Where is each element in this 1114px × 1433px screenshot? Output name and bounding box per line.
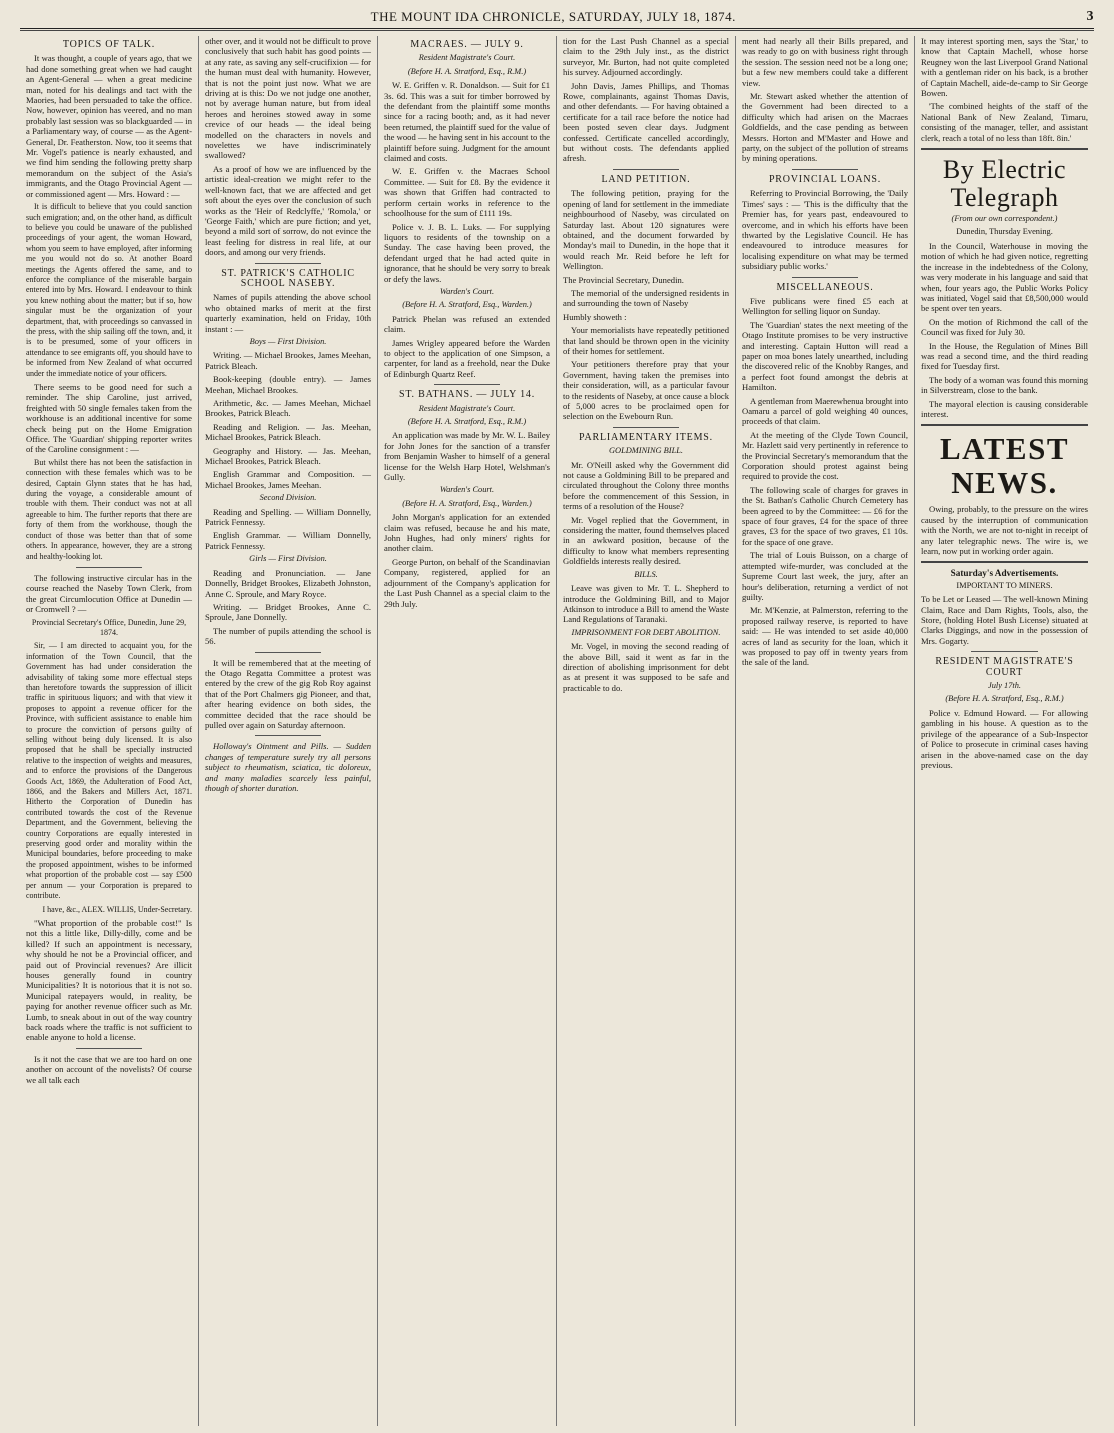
land-petition-heading: LAND PETITION. <box>601 173 691 185</box>
subheading: Warden's Court. <box>439 485 495 495</box>
dateline: Dunedin, Thursday Evening. <box>956 227 1053 237</box>
paragraph: Patrick Phelan was refused an extended claim. <box>384 313 550 335</box>
column-2 <box>199 36 378 1426</box>
paragraph: Arithmetic, &c. — James Meehan, Michael Brookes, Patrick Bleach. <box>205 398 371 419</box>
rm-court-heading: RESIDENT MAGISTRATE'S COURT <box>935 656 1074 678</box>
subheading: Second Division. <box>259 493 317 503</box>
masthead-title: THE MOUNT IDA CHRONICLE, SATURDAY, JULY 18, 1874. <box>370 9 736 24</box>
electric-telegraph-heading: By Electric Telegraph <box>942 155 1067 213</box>
double-rule <box>921 148 1088 150</box>
paragraph: Leave was given to Mr. T. L. Shepherd to introduce the Goldmining Bill, and to Major Atkinson to introduce a Bill to amend the Waste Land Regulations of Taranaki. <box>563 583 729 625</box>
paragraph: Mr. O'Neill asked why the Government did not cause a Goldmining Bill to be prepared and circulated throughout the Colony three months before the commencement of this Session, in terms of a resolution of the House? <box>563 459 729 512</box>
paragraph: Police v. Edmund Howard. — For allowing gambling in his house. A question as to the privilege of the appearance of a Sub-Inspector of Police to prosecute in criminal cases having arisen in the above-named case on the day previous. <box>921 707 1088 770</box>
subheading: GOLDMINING BILL. <box>609 446 683 456</box>
paragraph: other over, and it would not be difficult to prove conclusively that such habit has good points — at any rate, as saving any self-crucifixion — for the human must deal with humanity. However, that is not the point just now. What we are driving at is this: Do we not judge one another, not by average human nature, but from ideal heroes and heroines stowed away in some crevice of our heads — the ideal being modelled on the characters in novels and novelettes we have indiscriminately swallowed? <box>205 36 371 161</box>
paragraph: At the meeting of the Clyde Town Council, Mr. Hazlett said very pertinently in reference to the Provincial Secretary's memorandum that the Corporation should protest against being required to provide the cost. <box>742 429 908 482</box>
subheading: IMPRISONMENT FOR DEBT ABOLITION. <box>571 627 721 637</box>
double-rule <box>921 561 1088 563</box>
paragraph: Mr. Vogel replied that the Government, in considering the matter, found themselves placed in an awkward position, because of the difficulty to know what members representing Goldfields interests really desired. <box>563 514 729 567</box>
paragraph: Names of pupils attending the above school who obtained marks of merit at the first quarterly examination, held on Friday, 10th instant : — <box>205 292 371 334</box>
latest-news-heading: LATEST NEWS. <box>939 431 1070 501</box>
paragraph: As a proof of how we are influenced by the artistic ideal-creation we might refer to the well-known fact, that we are affected and get soft about the eyes over the conclusion of such works as the 'Heir of Redclyffe,' 'Romola,' or 'George Faith,' which are pure fiction; and yet, beyond a mild sort of sorrow, do not evince the least feeling for distress in real life, at our doors, and among our very friends. <box>205 163 371 258</box>
paragraph: The following petition, praying for the opening of land for settlement in the immediate neighbourhood of Naseby, was circulated on Saturday last. About 120 signatures were obtained, and the document forwarded by Monday's mail to Dunedin, in the hope that it would reach Mr. Reid before he left for Wellington. <box>563 188 729 272</box>
paragraph: Is it not the case that we are too hard on one another on account of the novelists? Of course we all talk each <box>26 1053 192 1085</box>
paragraph: Mr. Vogel, in moving the second reading of the above Bill, said it went as far in the direction of abolishing imprisonment for debt as at present it was supposed to be safe and practicable to do. <box>563 641 729 693</box>
subheading: IMPORTANT TO MINERS. <box>956 580 1053 590</box>
paragraph: W. E. Griffen v. the Macraes School Committee. — Suit for £8. By the evidence it was shown that Griffen had contracted to perform certain works in reference to the schoolhouse for the sum of £111 19s. <box>384 166 550 219</box>
paragraph: ment had nearly all their Bills prepared, and was ready to go on with business right through the session. The session need not be a long one; but a few new members could take a different view. <box>742 36 908 88</box>
paragraph: Holloway's Ointment and Pills. — Sudden changes of temperature surely try all persons subject to rheumatism, sciatica, tic doloreux, and many maladies scarcely less painful, though of shorter duration. <box>205 741 371 793</box>
paragraph: Mr. M'Kenzie, at Palmerston, referring to the proposed railway reserve, is reported to have said: — He was intended to set aside 40,000 acres of land as security for the loan, which it was proposed to pay off in twenty years from the sale of the land. <box>742 605 908 668</box>
divider <box>792 277 858 278</box>
paragraph: Geography and History. — Jas. Meehan, Michael Brookes, Patrick Bleach. <box>205 445 371 467</box>
paragraph: 'The combined heights of the staff of the National Bank of New Zealand, Timaru, consisting of the manager, teller, and assistant clerk, reach a total of no less than 18ft. 8in.' <box>921 101 1088 143</box>
paragraph: It was thought, a couple of years ago, that we had done something great when we had caught an Agent-General — when a great medicine man, noted for his dealings and tact with the Maories, had been persuaded to take the office. Now, however, opinion has veered, and no man probably last session was so blackguarded — in a Parliamentary way, of course — as the Agent-General, Dr. Featherston. Now, too it seems that Mr. Vogel's patience is nearly exhausted, and we find him sending the following pretty sharp memorandum on the subject of the Asia's immigrants, and the Otago Provincial Agent — or commissioned agent — Mrs. Howard : — <box>26 53 192 199</box>
st-bathans-heading: ST. BATHANS. — JULY 14. <box>398 389 536 401</box>
paragraph: English Grammar and Composition. — Michael Brookes, James Meehan. <box>205 469 371 490</box>
paragraph: There seems to be good need for such a reminder. The ship Caroline, just arrived, freighted with 50 single females taken from the workhouse is an additional incentive for some check being put on the Home Emigration Office. The 'Guardian' shipping reporter writes of the Caroline consignment : — <box>26 382 192 455</box>
paragraph: Reading and Spelling. — William Donnelly, Patrick Fennessy. <box>205 506 371 528</box>
paragraph: Five publicans were fined £5 each at Wellington for selling liquor on Sunday. <box>742 295 908 317</box>
paragraph: The 'Guardian' states the next meeting of the Otago Institute promises to be very instructive and interesting. Captain Hutton will read a paper on moa bones lately unearthed, including the discovered relic of the Knobby Ranges, and a perfect foot found amongst the debris at Hamilton. <box>742 319 908 393</box>
paragraph: Reading and Religion. — Jas. Meehan, Michael Brookes, Patrick Bleach. <box>205 421 371 443</box>
provincial-loans-heading: PROVINCIAL LOANS. <box>768 173 882 185</box>
subheading: (Before H. A. Stratford, Esq., Warden.) <box>402 300 532 310</box>
paragraph: Your petitioners therefore pray that your Government, having taken the premises into their consideration, will, as a particular favour to the residents of Naseby, at once cause a block of 5,000 acres to be proclaimed open for selection on the Ewebourn Run. <box>563 359 730 422</box>
paragraph: "What proportion of the probable cost!" Is not this a little like, Dilly-dilly, come and be killed? If such an appointment is necessary, why should he not be a Provincial officer, and paid out of Provincial revenues? Are illicit houses generally found in country Municipalities? It is notorious that it is not so. Municipal ratepayers would, in reality, be paying for another revenue officer such as Mr. Lumb, to sneak about in out of the way country back roads where the traffic is not sufficient to enable anyone to hold a license. <box>26 917 192 1043</box>
subheading: (Before H. A. Stratford, Esq., R.M.) <box>407 66 527 76</box>
subheading: (Before H. A. Stratford, Esq., Warden.) <box>402 498 532 508</box>
subheading: Girls — First Division. <box>249 554 327 564</box>
paragraph: Owing, probably, to the pressure on the wires caused by the interruption of communication with the North, we are not to-night in receipt of any later telegraphic news. The wire is, we learn, now put in working order again. <box>921 504 1088 556</box>
paragraph: Your memorialists have repeatedly petitioned that land should be thrown open in the vicinity of their homes for settlement. <box>563 325 729 356</box>
paragraph: John Davis, James Phillips, and Thomas Rowe, complainants, against Thomas Davis, and other defendants. — For having obtained a certificate for a tail race before the notice had been posted seven clear days. Judgment confessed. Certificate cancelled accordingly, but without costs. The defendants applied afresh. <box>563 80 729 164</box>
paragraph: Humbly showeth : <box>563 311 627 322</box>
column-5 <box>736 36 915 1426</box>
paragraph: It will be remembered that at the meeting of the Otago Regatta Committee a protest was entered by the crew of the gig Rob Roy against that of the Port Chalmers gig Pioneer, and that, after hearing evidence on both sides, the committee decided that the race should be pulled over again on Saturday afternoon. <box>205 657 371 730</box>
divider <box>971 651 1038 652</box>
columns <box>20 36 1094 1426</box>
divider <box>792 169 858 170</box>
subheading: Resident Magistrate's Court. <box>418 53 516 63</box>
paragraph: In the Council, Waterhouse in moving the motion of which he had given notice, regretting the increase in the indebtedness of the Colony, was very moderate in his language and said that when, four years ago, the Public Works Policy was initiated, Vogel said that £8,500,000 would be spent over ten years. <box>921 240 1088 314</box>
paragraph: The Provincial Secretary, Dunedin. <box>563 274 684 285</box>
paragraph: In the House, the Regulation of Mines Bill was read a second time, and the third reading fixed for Tuesday first. <box>921 340 1088 372</box>
paragraph: The following instructive circular has in the course reached the Naseby Town Clerk, from the great Circumlocution Office at Dunedin — or Cromwell ? — <box>26 572 192 615</box>
paragraph: John Morgan's application for an extended claim was refused, because he and his mate, John Hughes, had only miners' rights for another claim. <box>384 512 550 554</box>
paragraph: The mayoral election is causing considerable interest. <box>921 398 1088 419</box>
macraes-heading: MACRAES. — JULY 9. <box>410 39 524 50</box>
divider <box>255 735 321 736</box>
miscellaneous-heading: MISCELLANEOUS. <box>776 281 874 293</box>
paragraph: Writing. — Michael Brookes, James Meehan, Patrick Bleach. <box>205 350 371 371</box>
paragraph: The body of a woman was found this morning in Silverstream, close to the bank. <box>921 374 1088 396</box>
paragraph: Reading and Pronunciation. — Jane Donnelly, Bridget Brookes, Elizabeth Johnston, Anne C. Sproule, and Mary Royce. <box>205 567 371 599</box>
paragraph: George Purton, on behalf of the Scandinavian Company, registered, applied for an adjournment of the Company's application for the Last Push Channel as a special claim to the 29th July. <box>384 556 550 609</box>
masthead-rule <box>20 30 1094 31</box>
topics-heading: TOPICS OF TALK. <box>62 39 156 50</box>
paragraph: It is difficult to believe that you could sanction such emigration; and, on the other hand, as difficult to believe you could be unaware of the published proceedings of your agent, the woman Howard, whom you seem to have employed, after informing me you would not do so. At another Board meetings the Agents offered the same, and to enforce the compliance of the miserable bargain entered into by Mrs. Howard. I endeavour to think you knew nothing about the matter; but if so, how singular must be the organization of your department, that, with proceedings so canvassed in the press, with the ship sailing off the town, and, it is to be presumed, some of your officers in attendance to see emigrants off, you should have to be informed from New Zealand of what occurred under the immediate notice of your officers. <box>26 202 192 378</box>
paragraph: Book-keeping (double entry). — James Meehan, Michael Brookes. <box>205 374 371 395</box>
paragraph: The memorial of the undersigned residents in and surrounding the town of Naseby <box>563 287 729 309</box>
paragraph: But whilst there has not been the satisfaction in connection with these females which was to be desired, Captain Glynn states that he has had, during the voyage, a considerable amount of trouble with them. Their conduct was not at all agreeable to him. The further reports that there are forty of them from the workhouse, though the conduct of those was better than that of some others. In appearance, however, they are a strong and healthy-looking lot. <box>26 457 192 561</box>
paragraph: It may interest sporting men, says the 'Star,' to know that Captain Machell, whose horse Reugney won the last Liverpool Grand National with a gentleman rider on his back, is a brother of Captain Machell, aide-de-camp to Sir George Bowen. <box>921 36 1088 99</box>
subheading: (From our own correspondent.) <box>951 214 1058 224</box>
paragraph: Sir, — I am directed to acquaint you, for the information of the Town Council, that the Government has had under consideration the advisability of taking some more effectual steps than heretofore towards the suppression of illicit traffic in spirituous liquors; and with that view it proposes to appoint a revenue officer for the Province, with sufficient assistance to enable him to procure the conviction of persons guilty of selling without being duly licensed. It is also proposed that he shall be specially instructed relative to the inspection of weights and measures, and to enforce the provisions of the Dangerous Goods Act, 1869, the Adulteration of Food Act, 1866, and the Bakers and Millers Act, 1871. Hitherto the Corporation of Dunedin has contributed towards the cost of the Revenue Department, and the Government, believing the country Corporations are equally interested in preserving good order and morality within the Municipal boundaries, before proceeding to make the proposed appointment, wishes to be informed what proportion of the probable cost — say £500 per annum — your Corporation is prepared to contribute. <box>26 641 192 901</box>
column-3 <box>378 36 557 1426</box>
divider <box>434 384 500 385</box>
divider <box>613 169 679 170</box>
subheading: Resident Magistrate's Court. <box>418 403 516 413</box>
parliamentary-heading: PARLIAMENTARY ITEMS. <box>579 431 713 443</box>
advertisement: To be Let or Leased — The well-known Mining Claim, Race and Dam Rights, Tools, also, the Store, (holding Hotel Bush License) situated at Clarks Diggings, and now in the possession of Mrs. Gogarty. <box>921 594 1088 646</box>
page-number: 3 <box>1086 9 1094 24</box>
subheading: Warden's Court. <box>439 286 495 296</box>
masthead <box>20 6 1094 29</box>
paragraph: On the motion of Richmond the call of the Council was fixed for July 30. <box>921 316 1088 338</box>
paragraph: tion for the Last Push Channel as a special claim to the 29th July inst., as the district surveyor, Mr. Burton, had not quite completed his survey. Adjourned accordingly. <box>563 36 729 78</box>
paragraph: A gentleman from Maerewhenua brought into Oamaru a parcel of gold weighing 40 ounces, proceeds of that claim. <box>742 395 908 427</box>
paragraph: The following scale of charges for graves in the St. Bathan's Catholic Church Cemetery has been agreed to by the Committee: — £6 for the space of four graves, £4 for the space of three graves, £3 for the space of two graves, £1 10s. for the space of one grave. <box>742 484 908 547</box>
paragraph: Mr. Stewart asked whether the attention of the Government had been directed to a difficulty which had arisen on the Macraes Goldfields, and the case pending as between Messrs. Horton and M'Master and Howe and party, on the subject of the pollution of streams by mining operations. <box>742 91 908 164</box>
divider <box>76 567 142 568</box>
paragraph: Writing. — Bridget Brookes, Anne C. Sproule, Jane Donnelly. <box>205 601 371 623</box>
subheading: July 17th. <box>987 681 1022 691</box>
school-heading: ST. PATRICK'S CATHOLIC SCHOOL NASEBY. <box>221 267 355 289</box>
column-4 <box>557 36 736 1426</box>
paragraph: W. E. Griffen v. R. Donaldson. — Suit for £1 3s. 6d. This was a suit for timber borrowed by the defendant from the plaintiff some months since for a racing booth; and, as it had never been returned, the plaintiff sued for the value of the wood — he having sent in his account to the plaintiff before suing. Judgment for the amount claimed and costs. <box>384 80 550 164</box>
paragraph: An application was made by Mr. W. L. Bailey for John Jones for the sanction of a transfer from Benjamin Washer to himself of a general license for the Welsh Harp Hotel, Welshman's Gully. <box>384 430 550 483</box>
signature: I have, &c., ALEX. WILLIS, Under-Secretary. <box>42 904 192 914</box>
paragraph: James Wrigley appeared before the Warden to object to the application of one Simpson, a carpenter, for land as a freehold, near the Duke of Edinburgh Quartz Reef. <box>384 337 550 379</box>
divider <box>76 1048 142 1049</box>
paragraph: Referring to Provincial Borrowing, the 'Daily Times' says : — 'This is the difficulty that the Premier has, for years past, endeavoured to overcome, and in which his efforts have been thwarted by the Legislative Council. He has endeavoured to introduce measures for localising expenditure on what may be termed subsidiary public works.' <box>742 188 908 272</box>
column-6 <box>915 36 1094 1426</box>
subheading: Boys — First Division. <box>249 336 327 346</box>
advertisements-heading: Saturday's Advertisements. <box>950 568 1059 579</box>
paragraph: Police v. J. B. L. Luks. — For supplying liquors to residents of the township on a Sunday. The case having been proved, the defendant urged that he had acted quite in ignorance, that he should be very sorry to break or defy the laws. <box>384 221 550 284</box>
divider <box>613 427 679 428</box>
paragraph: English Grammar. — William Donnelly, Patrick Fennessy. <box>205 530 371 551</box>
subheading: (Before H. A. Stratford, Esq., R.M.) <box>407 417 527 426</box>
paragraph: The trial of Louis Buisson, on a charge of attempted wife-murder, was concluded at the Supreme Court last week, the jury, after an hour's deliberation, returning a verdict of not guilty. <box>742 550 908 602</box>
divider <box>255 652 321 653</box>
dateline: Provincial Secretary's Office, Dunedin, June 29, 1874. <box>31 617 187 637</box>
divider <box>255 263 321 264</box>
paragraph: The number of pupils attending the school is 56. <box>205 625 371 647</box>
double-rule <box>921 424 1088 426</box>
column-1 <box>20 36 199 1426</box>
subheading: (Before H. A. Stratford, Esq., R.M.) <box>945 694 1064 704</box>
subheading: BILLS. <box>634 569 658 579</box>
